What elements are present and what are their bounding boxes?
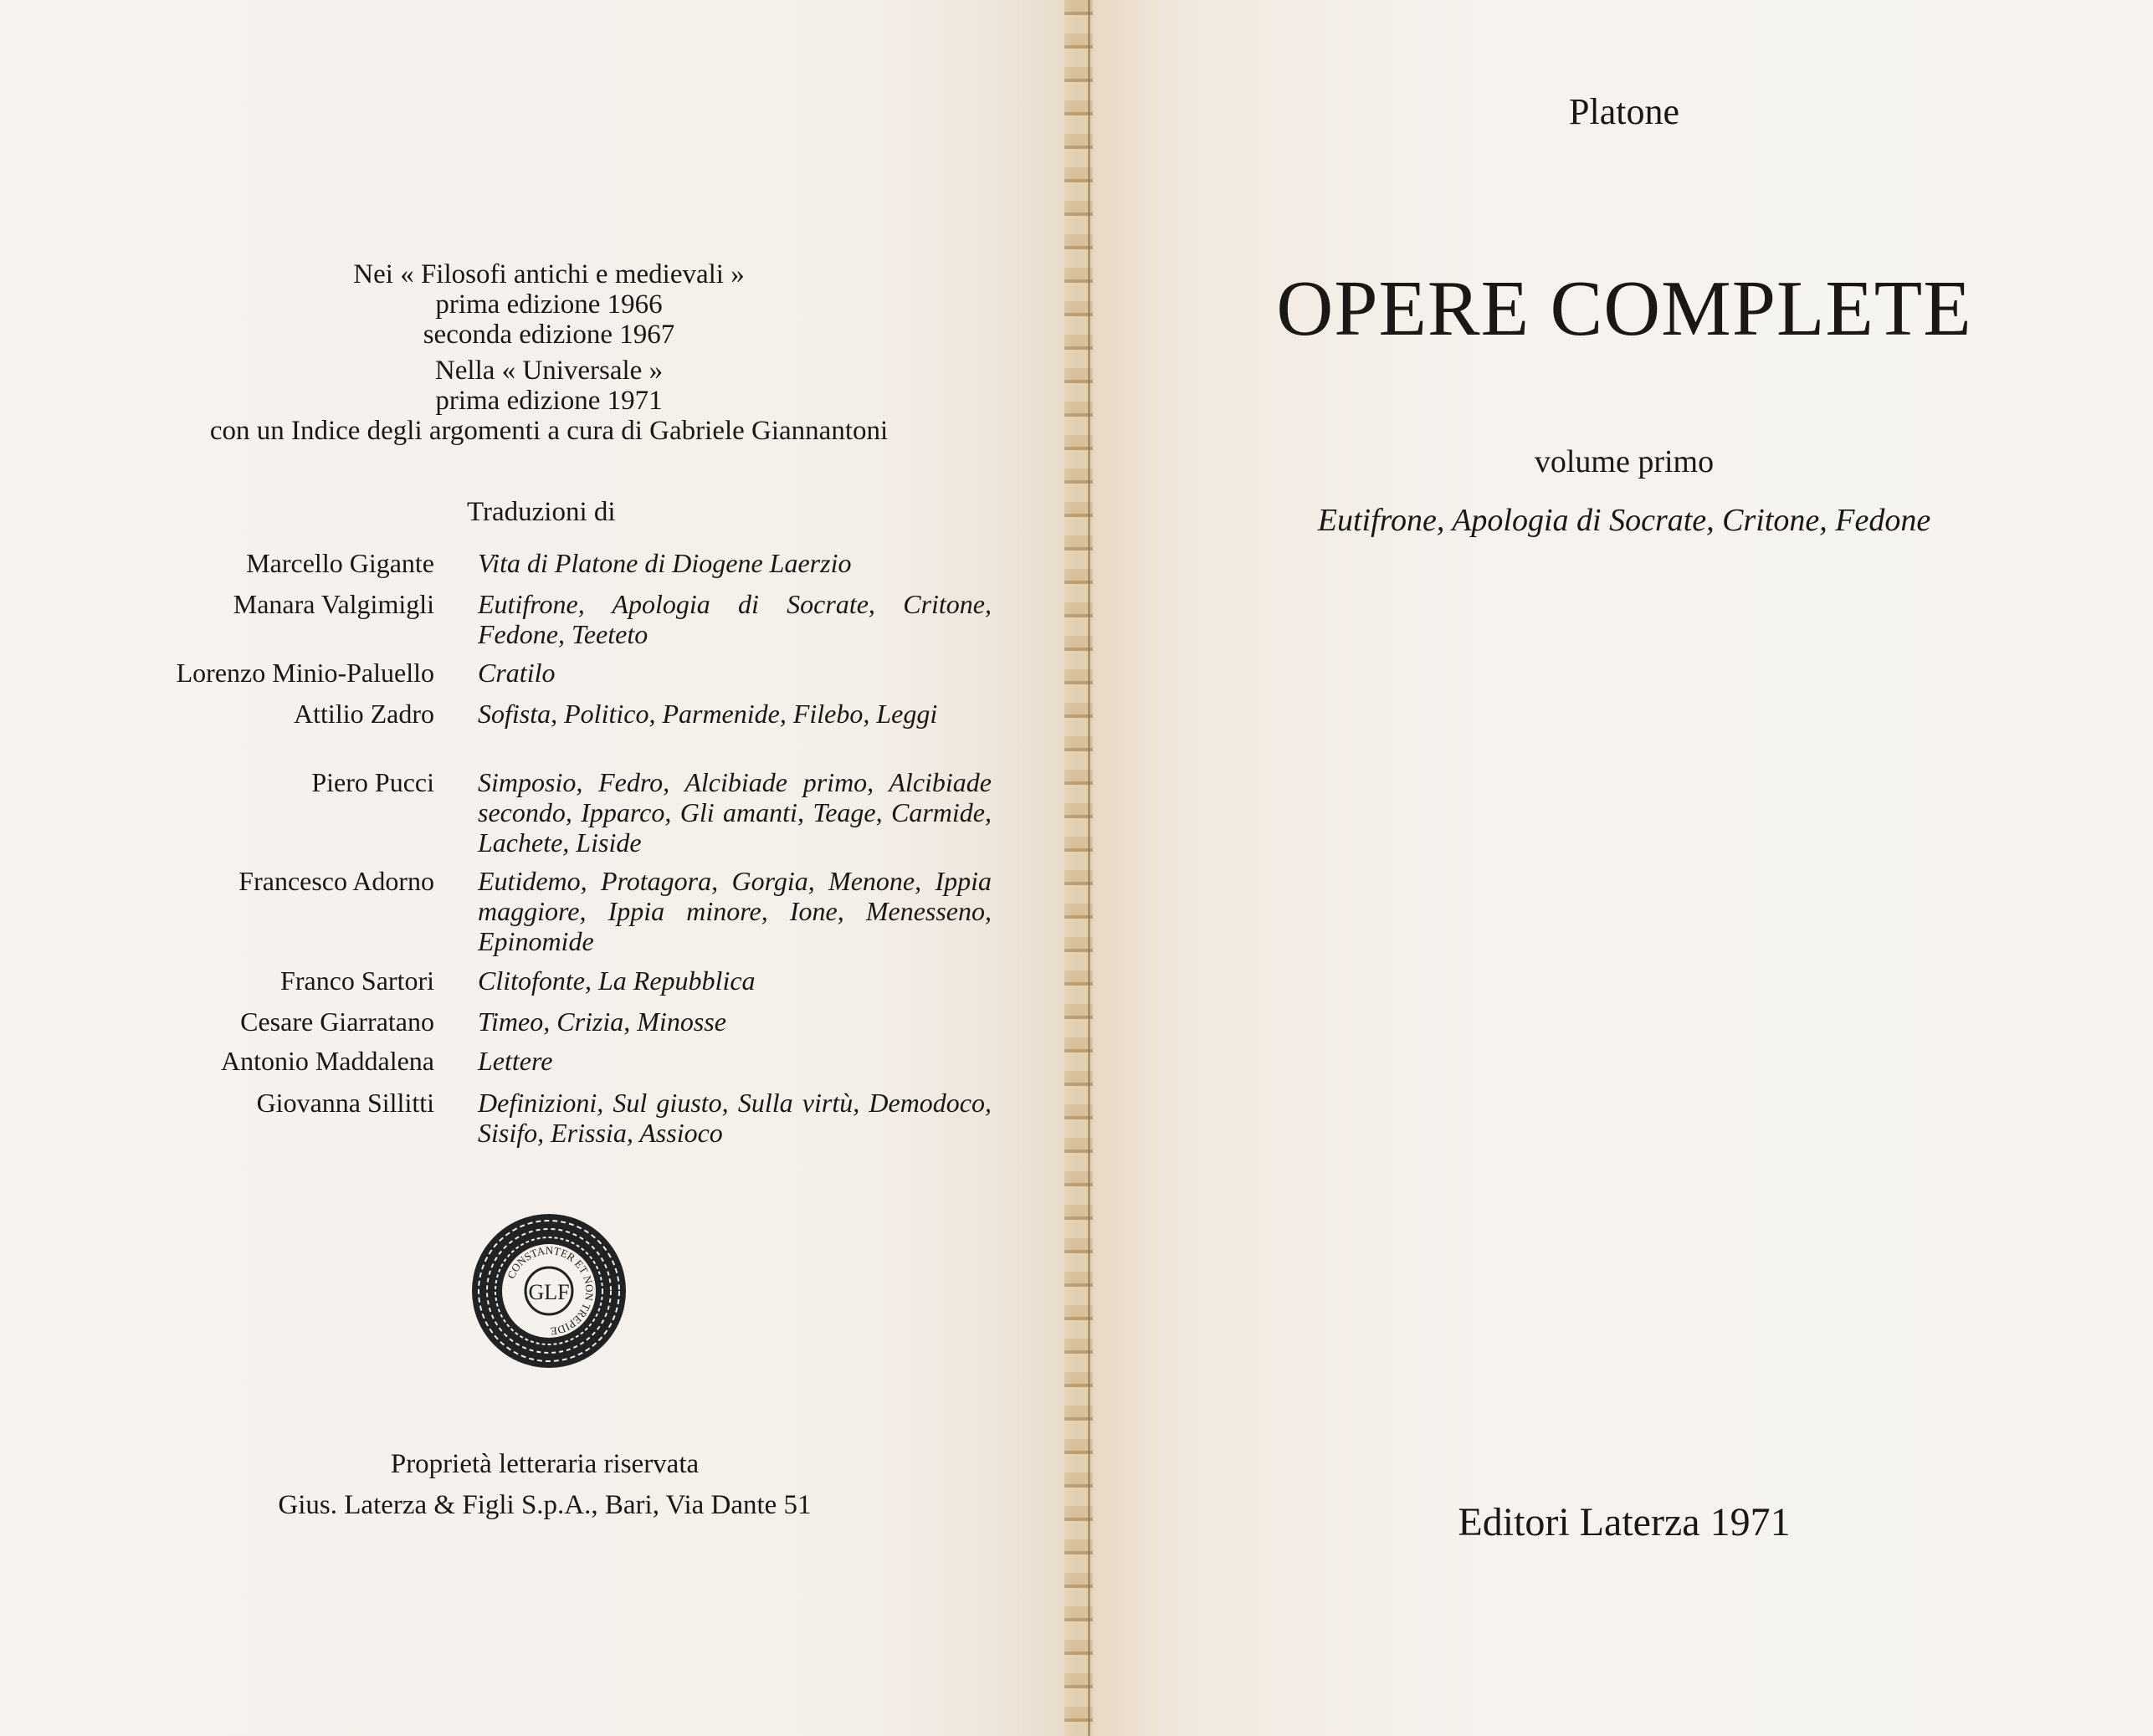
works: Lettere (478, 1046, 553, 1076)
translator: Franco Sartori (280, 965, 434, 996)
works: Clitofonte, La Repubblica (478, 965, 756, 996)
edition-line: Nella « Universale » (434, 356, 664, 386)
works: Definizioni, Sul giusto, Sulla virtù, Demodoco, Sisifo, Erissia, Assioco (478, 1088, 992, 1148)
works: Simposio, Fedro, Alcibiade primo, Alcibiade secondo, Ipparco, Gli amanti, Teage, Carmide, Lachete, Liside (478, 767, 992, 858)
translator: Piero Pucci (311, 767, 434, 797)
edition-line: con un Indice degli argomenti a cura di Gabriele Giannantoni (209, 416, 889, 446)
translator: Lorenzo Minio-Paluello (176, 658, 434, 688)
edition-line: Nei « Filosofi antichi e medievali » (353, 259, 745, 289)
volume-contents: Eutifrone, Apologia di Socrate, Critone, Fedone (1317, 503, 1931, 538)
edition-line: prima edizione 1966 (435, 289, 663, 320)
translator: Francesco Adorno (238, 866, 434, 896)
works: Timeo, Crizia, Minosse (478, 1006, 726, 1037)
book-title: OPERE COMPLETE (1276, 265, 1972, 352)
translator: Antonio Maddalena (220, 1046, 434, 1076)
edition-line: prima edizione 1971 (435, 386, 663, 416)
works: Vita di Platone di Diogene Laerzio (478, 548, 852, 578)
book-gutter (1088, 0, 1090, 1736)
imprint: Editori Laterza 1971 (1458, 1500, 1791, 1544)
publisher-seal-logo (469, 1211, 628, 1370)
works: Eutifrone, Apologia di Socrate, Critone, Fedone, Teeteto (478, 589, 992, 649)
works: Eutidemo, Protagora, Gorgia, Menone, Ippia maggiore, Ippia minore, Ione, Menesseno, Epinomide (478, 866, 992, 956)
translator: Giovanna Sillitti (256, 1088, 434, 1118)
works: Sofista, Politico, Parmenide, Filebo, Leggi (478, 699, 938, 729)
works: Cratilo (478, 658, 556, 688)
edition-line: seconda edizione 1967 (423, 320, 675, 350)
volume-label: volume primo (1534, 444, 1715, 479)
svg-text:GLF: GLF (528, 1280, 570, 1304)
translator: Cesare Giarratano (240, 1006, 434, 1037)
translator: Marcello Gigante (246, 548, 434, 578)
author: Platone (1569, 91, 1679, 132)
translator: Manara Valgimigli (233, 589, 434, 619)
publisher-address: Gius. Laterza & Figli S.p.A., Bari, Via Dante 51 (278, 1490, 812, 1520)
translator: Attilio Zadro (294, 699, 434, 729)
translations-heading: Traduzioni di (467, 497, 616, 527)
svg-text:CONSTANTER ET NON TREPIDE: CONSTANTER ET NON TREPIDE (504, 1243, 597, 1339)
rights-notice: Proprietà letteraria riservata (390, 1449, 700, 1479)
